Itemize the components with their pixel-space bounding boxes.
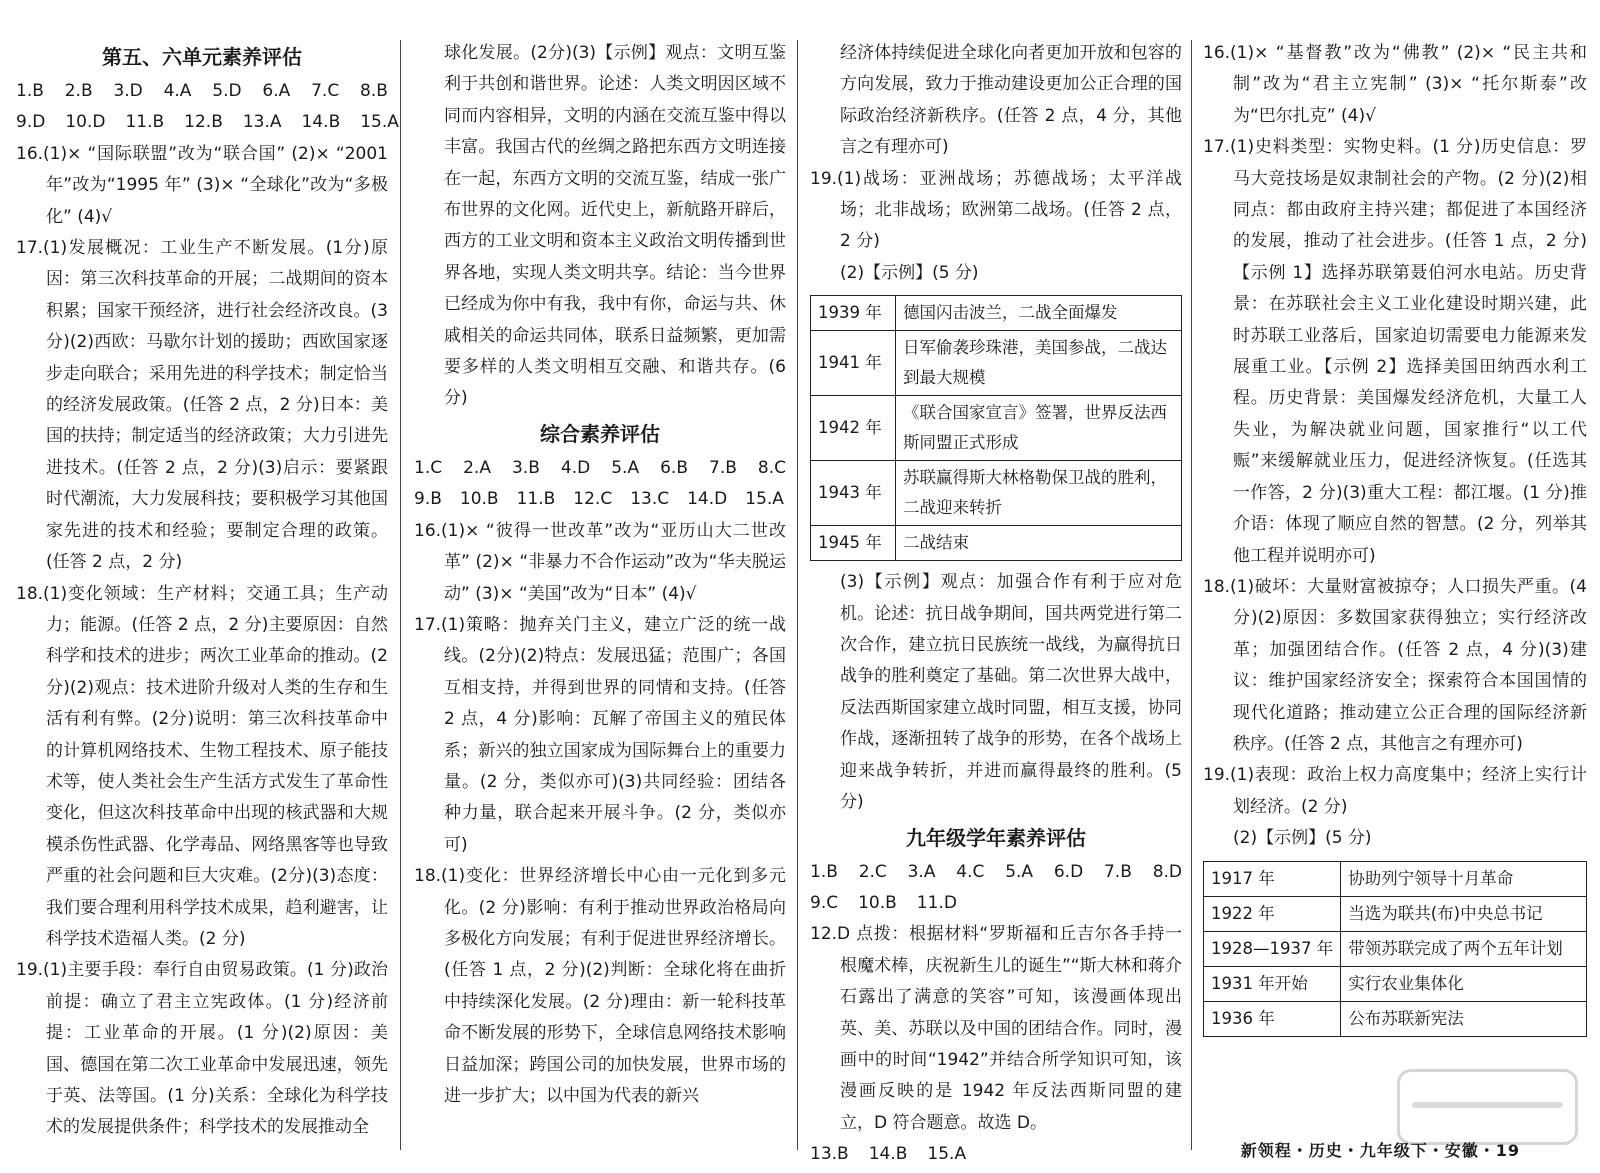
mc-answer: 6.D <box>1053 861 1084 882</box>
column-1 <box>16 38 399 1144</box>
mc-answer: 15.A <box>927 1144 967 1165</box>
table-row <box>811 331 1182 396</box>
mc-answer: 3.D <box>113 81 143 101</box>
answer-q19-part1: 19.(1)表现：政治上权力高度集中；经济上实行计划经济。(2 分) <box>1203 765 1587 817</box>
answer-q12: 12.D 点拨：根据材料“罗斯福和丘吉尔各手持一根魔术棒，庆祝新生儿的诞生”“斯大林和蒋介石露出了满意的笑容”可知，该漫画体现出英、美、苏联以及中国的团结合作。同时，漫画中的时间“1942”并结合所学知识可知，该漫画反映的是 1942 年反法西斯同盟的建立，D 符合题意。故选 D。 <box>810 924 1182 1133</box>
mc-answer: 2.B <box>64 81 93 101</box>
mc-answer: 11.B <box>516 489 556 510</box>
mc-answer: 15.A <box>745 489 784 510</box>
mc-answer: 10.B <box>459 489 499 510</box>
answer-q17: 17.(1)发展概况：工业生产不断发展。(1分)原因：第三次科技革命的开展；二战期间的资本积累；国家干预经济，进行社会经济改良。(3分)(2)西欧：马歇尔计划的援助；西欧国家逐步走向联合；采用先进的科学技术；制定恰当的经济发展政策。(任答 2 点，2 分)日本：美国的扶持；制定适当的经济政策；大力引进先进技术。(任答 2 点，2 分)(3)启示：要紧跟时代潮流，大力发展科技；要积极学习其他国家先进的技术和经验；要制定合理的政策。(任答 2 点，2 分) <box>16 238 388 573</box>
answer-q17: 17.(1)史料类型：实物史料。(1 分)历史信息：罗马大竞技场是奴隶制社会的产物。(2 分)(2)相同点：都由政府主持兴建；都促进了本国经济的发展，推动了社会进步。(任答 1 点，2 分)【示例 1】选择苏联第聂伯河水电站。历史背景：在苏联社会主义工业化建设时期兴建，此时苏联工业落后，国家迫切需要电力能源来发展重工业。【示例 2】选择美国田纳西水利工程。历史背景：美国爆发经济危机，大量工人失业，为解决就业问题，国家推行“以工代赈”来缓解就业压力，促进经济恢复。(任选其一作答，2 分)(3)重大工程：都江堰。(1 分)推介语：体现了顺应自然的智慧。(2 分，列举其他工程并说明亦可) <box>1203 137 1587 566</box>
watermark-logo <box>1397 1069 1578 1145</box>
mc-answer: 14.B <box>868 1144 908 1165</box>
mc-answer: 4.C <box>956 861 985 882</box>
mc-answer: 5.D <box>212 81 242 101</box>
mc-answer: 11.D <box>916 892 957 913</box>
mc-answer: 12.B <box>184 112 223 133</box>
mc-answers-row <box>810 1139 1182 1170</box>
answer-q19-part3: (3)【示例】观点：加强合作有利于应对危机。论述：抗日战争期间，国共两党进行第二次合作，建立抗日民族统一战线，为赢得抗日战争的胜利奠定了基础。第二次世界大战中，反法西斯国家建立战时同盟，相互支援，协同作战，逐渐扭转了战争的形势，在各个战场上迎来战争转折，并进而赢得最终的胜利。(5分) <box>840 572 1182 813</box>
table-cell-year: 1939 年 <box>811 296 896 331</box>
answer-continuation: 球化发展。(2分)(3)【示例】观点：文明互鉴利于共创和谐世界。论述：人类文明因区域不同而内容相异，文明的内涵在交流互鉴中得以丰富。我国古代的丝绸之路把东西方文明连接在一起，东西方文明的交流互鉴，结成一张广布世界的文化网。近代史上，新航路开辟后，西方的工业文明和资本主义政治文明传播到世界各地，实现人类文明共享。结论：当今世界已经成为你中有我，我中有你，命运与共、休戚相关的命运共同体，联系日益频繁，更加需要多样的人类文明相互交融、和谐共存。(6分) <box>444 43 786 409</box>
table-cell-event: 日军偷袭珍珠港，美国参战，二战达到最大规模 <box>896 331 1182 396</box>
table-cell-event: 《联合国家宣言》签署，世界反法西斯同盟正式形成 <box>896 396 1182 461</box>
mc-answer: 8.D <box>1152 861 1182 882</box>
answer-q16: 16.(1)× “彼得一世改革”改为“亚历山大二世改革” (2)× “非暴力不合作运动”改为“华夫脱运动” (3)× “美国”改为“日本” (4)√ <box>414 520 786 604</box>
table-cell-event: 带领苏联完成了两个五年计划 <box>1341 931 1587 966</box>
table-cell-year: 1931 年开始 <box>1204 966 1341 1001</box>
table-row <box>811 526 1182 561</box>
answer-q17: 17.(1)策略：抛弃关门主义，建立广泛的统一战线。(2分)(2)特点：发展迅猛；范围广；各国互相支持，并得到世界的同情和支持。(任答 2 点，4 分)影响：瓦解了帝国主义的殖民体系；新兴的独立国家成为国际舞台上的重要力量。(2 分，类似亦可)(3)共同经验：团结各种力量，联合起来开展斗争。(2 分，类似亦可) <box>414 614 786 855</box>
mc-answer: 3.A <box>907 861 936 882</box>
mc-answer: 10.D <box>65 112 106 133</box>
answer-q19-part1: 19.(1)战场：亚洲战场；苏德战场；太平洋战场；北非战场；欧洲第二战场。(任答 2 点，2 分) <box>810 168 1182 252</box>
mc-answer: 2.A <box>463 457 491 478</box>
mc-answer: 13.B <box>810 1144 849 1165</box>
table-cell-year: 1942 年 <box>811 396 896 461</box>
table-cell-year: 1941 年 <box>811 331 896 396</box>
mc-answer: 13.A <box>242 112 282 133</box>
mc-answer: 8.C <box>757 457 786 478</box>
table-cell-year: 1917 年 <box>1204 861 1341 896</box>
ww2-timeline-table <box>810 295 1182 561</box>
mc-answers-row <box>16 76 388 107</box>
column-2 <box>414 38 786 1112</box>
mc-answer: 7.C <box>311 81 340 101</box>
mc-answer: 8.B <box>360 81 388 101</box>
mc-answer: 7.B <box>1103 861 1132 882</box>
answer-q18: 18.(1)破坏：大量财富被掠夺；人口损失严重。(4 分)(2)原因：多数国家获得独立；实行经济改革；加强团结合作。(任答 2 点，4 分)(3)建议：维护国家经济安全；探索符合本国国情的现代化道路；推动建立公正合理的国际经济新秩序。(任答 2 点，其他言之有理亦可) <box>1203 576 1587 754</box>
mc-answer: 6.A <box>262 81 291 101</box>
column-4 <box>1203 38 1587 1043</box>
mc-answer: 14.D <box>687 489 728 510</box>
section-title-comprehensive: 综合素养评估 <box>540 421 660 446</box>
table-row <box>1204 1001 1587 1036</box>
answer-q18: 18.(1)变化领域：生产材料；交通工具；生产动力；能源。(任答 2 点，2 分)主要原因：自然科学和技术的进步；两次工业革命的推动。(2分)(2)观点：技术进阶升级对人类的生存和生活有利有弊。(2分)说明：第三次科技革命中的计算机网络技术、生物工程技术、原子能技术等，使人类社会生产生活方式发生了革命性变化，但这次科技革命中出现的核武器和大规模杀伤性武器、化学毒品、网络黑客等也导致严重的社会问题和巨大灾难。(2分)(3)态度：我们要合理利用科学技术成果，趋利避害，让科学技术造福人类。(2 分) <box>16 583 388 949</box>
mc-answer: 12.C <box>573 489 613 510</box>
column-divider <box>1191 40 1192 1150</box>
answer-q16: 16.(1)× “国际联盟”改为“联合国” (2)× “2001 年”改为“1995 年” (3)× “全球化”改为“多极化” (4)√ <box>16 143 388 227</box>
mc-answer: 1.B <box>810 861 838 882</box>
table-row <box>1204 861 1587 896</box>
mc-answer: 5.A <box>611 457 640 478</box>
table-cell-event: 当选为联共(布)中央总书记 <box>1341 896 1587 931</box>
mc-answer: 15.A <box>360 112 399 133</box>
table-cell-event: 二战结束 <box>896 526 1182 561</box>
mc-answer: 5.A <box>1005 861 1034 882</box>
table-cell-year: 1945 年 <box>811 526 896 561</box>
mc-answer: 1.C <box>414 457 443 478</box>
answer-q16: 16.(1)× “基督教”改为“佛教” (2)× “民主共和制”改为“君主立宪制” (3)× “托尔斯泰”改为“巴尔扎克” (4)√ <box>1203 43 1587 126</box>
answer-q19-part2-label: (2)【示例】(5 分) <box>840 262 979 283</box>
mc-answer: 13.C <box>630 489 670 510</box>
mc-answer: 6.B <box>660 457 688 478</box>
answer-q18: 18.(1)变化：世界经济增长中心由一元化到多元化。(2 分)影响：有利于推动世界政治格局向多极化方向发展；有利于促进世界经济增长。(任答 1 点，2 分)(2)判断：全球化将在曲折中持续深化发展。(2 分)理由：新一轮科技革命不断发展的形势下，全球信息网络技术影响日益加深；跨国公司的加快发展，世界市场的进一步扩大；以中国为代表的新兴 <box>414 866 786 1106</box>
page-footer: 新领程・历史・九年级下・安徽・19 <box>1240 1141 1520 1160</box>
mc-answers-row <box>414 453 786 484</box>
mc-answers-row <box>16 107 399 138</box>
answer-q19-part2-label: (2)【示例】(5 分) <box>1233 828 1372 849</box>
stalin-timeline-table <box>1203 861 1587 1037</box>
answer-continuation: 经济体持续促进全球化向者更加开放和包容的方向发展，致力于推动建设更加公正合理的国际政治经济新秩序。(任答 2 点，4 分，其他言之有理亦可) <box>840 43 1182 158</box>
table-cell-event: 公布苏联新宪法 <box>1341 1001 1587 1036</box>
mc-answer: 9.C <box>810 892 839 913</box>
table-cell-event: 协助列宁领导十月革命 <box>1341 861 1587 896</box>
table-cell-year: 1943 年 <box>811 461 896 526</box>
mc-answer: 4.A <box>163 81 192 101</box>
column-divider <box>400 40 401 1150</box>
mc-answer: 2.C <box>858 861 887 882</box>
table-cell-year: 1928—1937 年 <box>1204 931 1341 966</box>
table-row <box>811 396 1182 461</box>
table-row <box>811 296 1182 331</box>
mc-answers-row <box>810 888 1182 919</box>
mc-answer: 3.B <box>511 457 540 478</box>
table-row <box>811 461 1182 526</box>
table-cell-event: 德国闪击波兰，二战全面爆发 <box>896 296 1182 331</box>
section-title-grade9-year: 九年级学年素养评估 <box>906 825 1086 850</box>
table-cell-year: 1922 年 <box>1204 896 1341 931</box>
table-cell-event: 苏联赢得斯大林格勒保卫战的胜利，二战迎来转折 <box>896 461 1182 526</box>
table-row <box>1204 966 1587 1001</box>
section-title-unit5-6: 第五、六单元素养评估 <box>102 45 302 69</box>
column-divider <box>797 40 798 1150</box>
table-cell-year: 1936 年 <box>1204 1001 1341 1036</box>
table-row <box>1204 931 1587 966</box>
mc-answer: 10.B <box>858 892 897 913</box>
column-3 <box>810 38 1182 1171</box>
mc-answer: 7.B <box>709 457 737 478</box>
mc-answers-row <box>810 857 1182 888</box>
mc-answer: 14.B <box>301 112 341 133</box>
mc-answer: 4.D <box>560 457 591 478</box>
mc-answer: 9.B <box>414 489 442 510</box>
table-cell-event: 实行农业集体化 <box>1341 966 1587 1001</box>
mc-answer: 1.B <box>16 81 44 101</box>
answer-q19: 19.(1)主要手段：奉行自由贸易政策。(1 分)政治前提：确立了君主立宪政体。(1 分)经济前提：工业革命的开展。(1 分)(2)原因：美国、德国在第二次工业革命中发展迅速，领先于英、法等国。(1 分)关系：全球化为科学技术的发展提供条件；科学技术的发展推动全 <box>16 960 388 1138</box>
mc-answer: 9.D <box>16 112 46 133</box>
mc-answers-row <box>414 484 786 515</box>
table-row <box>1204 896 1587 931</box>
mc-answer: 11.B <box>125 112 165 133</box>
